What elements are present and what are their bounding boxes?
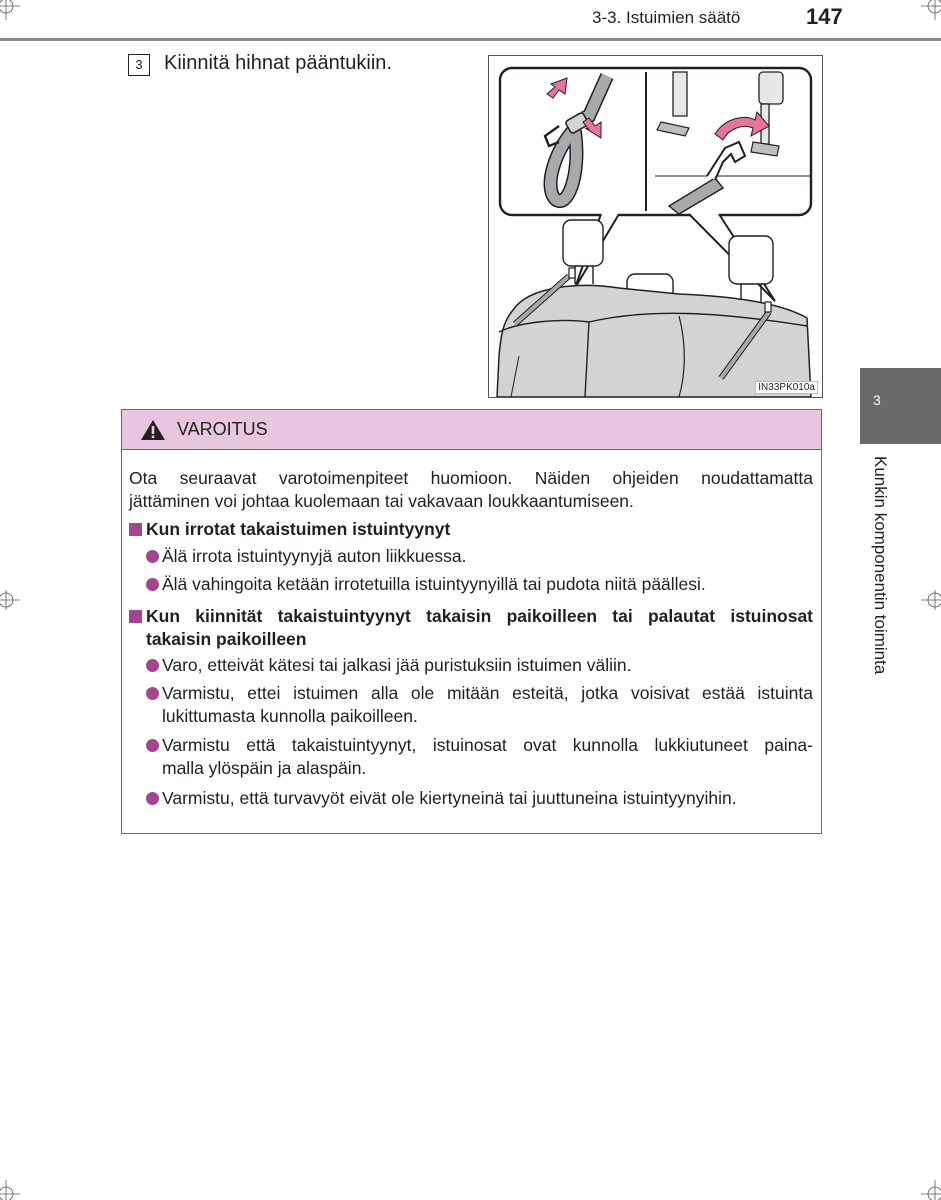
page-number: 147	[806, 4, 843, 29]
warning-intro-line-1: Ota seuraavat varotoimenpiteet huomioon. Näiden ohjeiden noudattamatta	[129, 468, 813, 488]
headrest-strap-illustration	[488, 55, 823, 398]
bullet-text-continued: lukittumasta kunnolla paikoilleen.	[162, 706, 418, 726]
step-number-box: 3	[128, 54, 150, 76]
header-rule	[0, 38, 941, 41]
crop-mark-top-left	[0, 0, 24, 24]
bullet-text: Varmistu, ettei istuimen alla ole mitään esteitä, jotka voisivat estää istuinta	[162, 683, 813, 703]
warning-triangle-icon	[140, 419, 166, 441]
section-marker	[129, 610, 142, 623]
bullet-text: Varo, etteivät kätesi tai jalkasi jää puristuksiin istuimen väliin.	[162, 655, 632, 675]
warning-header	[122, 410, 821, 450]
bullet-text: Varmistu että takaistuintyynyt, istuinosat ovat kunnolla lukkiutuneet paina-	[162, 735, 813, 755]
bullet-dot	[146, 578, 159, 591]
bullet-dot	[146, 687, 159, 700]
bullet-text: Varmistu, että turvavyöt eivät ole kiertyneinä tai juuttuneina istuintyynyihin.	[162, 788, 737, 808]
bullet-dot	[146, 739, 159, 752]
rear-seat-drawing	[497, 220, 811, 397]
chapter-label: Kunkin komponentin toiminta	[871, 456, 890, 675]
section-heading: Kun kiinnität takaistuintyynyt takaisin paikoilleen tai palautat istuinosat	[146, 606, 813, 626]
crop-mark-bottom-right	[917, 1176, 941, 1200]
bullet-text: Älä vahingoita ketään irrotetuilla istuintyynyillä tai pudota niitä päällesi.	[162, 574, 706, 594]
chapter-tab-number: 3	[873, 392, 881, 408]
warning-intro-line-2: jättäminen voi johtaa kuolemaan tai vakavaan loukkaantumiseen.	[129, 491, 634, 511]
step-instruction: Kiinnitä hihnat pääntukiin.	[164, 52, 392, 74]
section-heading: Kun irrotat takaistuimen istuintyynyt	[146, 519, 451, 539]
section-heading-continued: takaisin paikoilleen	[146, 629, 307, 649]
bullet-dot	[146, 550, 159, 563]
section-title: 3-3. Istuimien säätö	[592, 8, 741, 27]
crop-mark-mid-right	[917, 588, 941, 612]
bullet-text: Älä irrota istuintyynyjä auton liikkuessa.	[162, 546, 467, 566]
illustration-drawing	[489, 56, 822, 397]
bullet-text-continued: malla ylöspäin ja alaspäin.	[162, 758, 367, 778]
chapter-tab	[860, 368, 941, 444]
crop-mark-mid-left	[0, 588, 24, 612]
bullet-dot	[146, 792, 159, 805]
bullet-dot	[146, 659, 159, 672]
section-marker	[129, 523, 142, 536]
warning-title: VAROITUS	[177, 419, 268, 439]
crop-mark-top-right	[917, 0, 941, 24]
figure-code: IN33PK010a	[755, 381, 818, 394]
crop-mark-bottom-left	[0, 1176, 24, 1200]
warning-box	[121, 409, 822, 834]
